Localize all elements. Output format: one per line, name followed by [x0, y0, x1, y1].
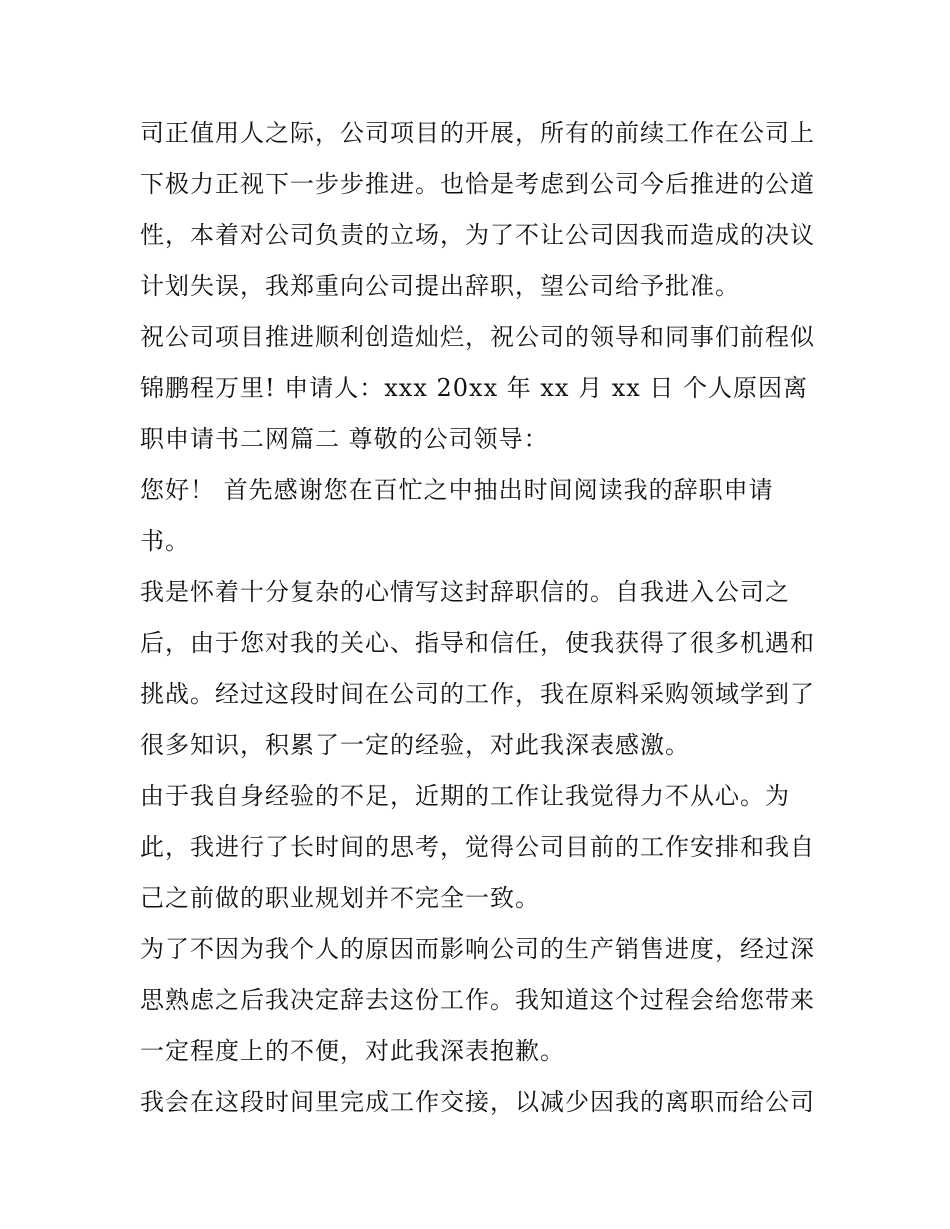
paragraph-gratitude: 我是怀着十分复杂的心情写这封辞职信的。自我进入公司之后，由于您对我的关心、指导和信任，使我获得了很多机遇和挑战。经过这段时间在公司的工作，我在原料采购领域学到了很多知识，积累了一定的经验，对此我深表感激。 — [140, 578, 815, 759]
paragraph-decision: 为了不因为我个人的原因而影响公司的生产销售进度，经过深思熟虑之后我决定辞去这份工作。我知道这个过程会给您带来一定程度上的不便，对此我深表抱歉。 — [140, 935, 815, 1065]
document-body — [140, 108, 820, 1128]
paragraph-handover: 我会在这段时间里完成工作交接，以减少因我的离职而给公司 — [140, 1088, 815, 1116]
paragraph-closing-and-second-letter-header: 祝公司项目推进顺利创造灿烂，祝公司的领导和同事们前程似锦鹏程万里! 申请人：xxx 20xx 年 xx 月 xx 日 个人原因离职申请书二网篇二 尊敬的公司领导： — [140, 323, 815, 453]
paragraph-inexperience: 由于我自身经验的不足，近期的工作让我觉得力不从心。为此，我进行了长时间的思考，觉得公司目前的工作安排和我自己之前做的职业规划并不完全一致。 — [140, 782, 815, 912]
paragraph-resignation-reason: 司正值用人之际，公司项目的开展，所有的前续工作在公司上下极力正视下一步步推进。也恰是考虑到公司今后推进的公道性，本着对公司负责的立场，为了不让公司因我而造成的决议计划失误，我郑重向公司提出辞职，望公司给予批准。 — [140, 119, 815, 300]
paragraph-greeting: 您好！ 首先感谢您在百忙之中抽出时间阅读我的辞职申请书。 — [140, 476, 774, 555]
